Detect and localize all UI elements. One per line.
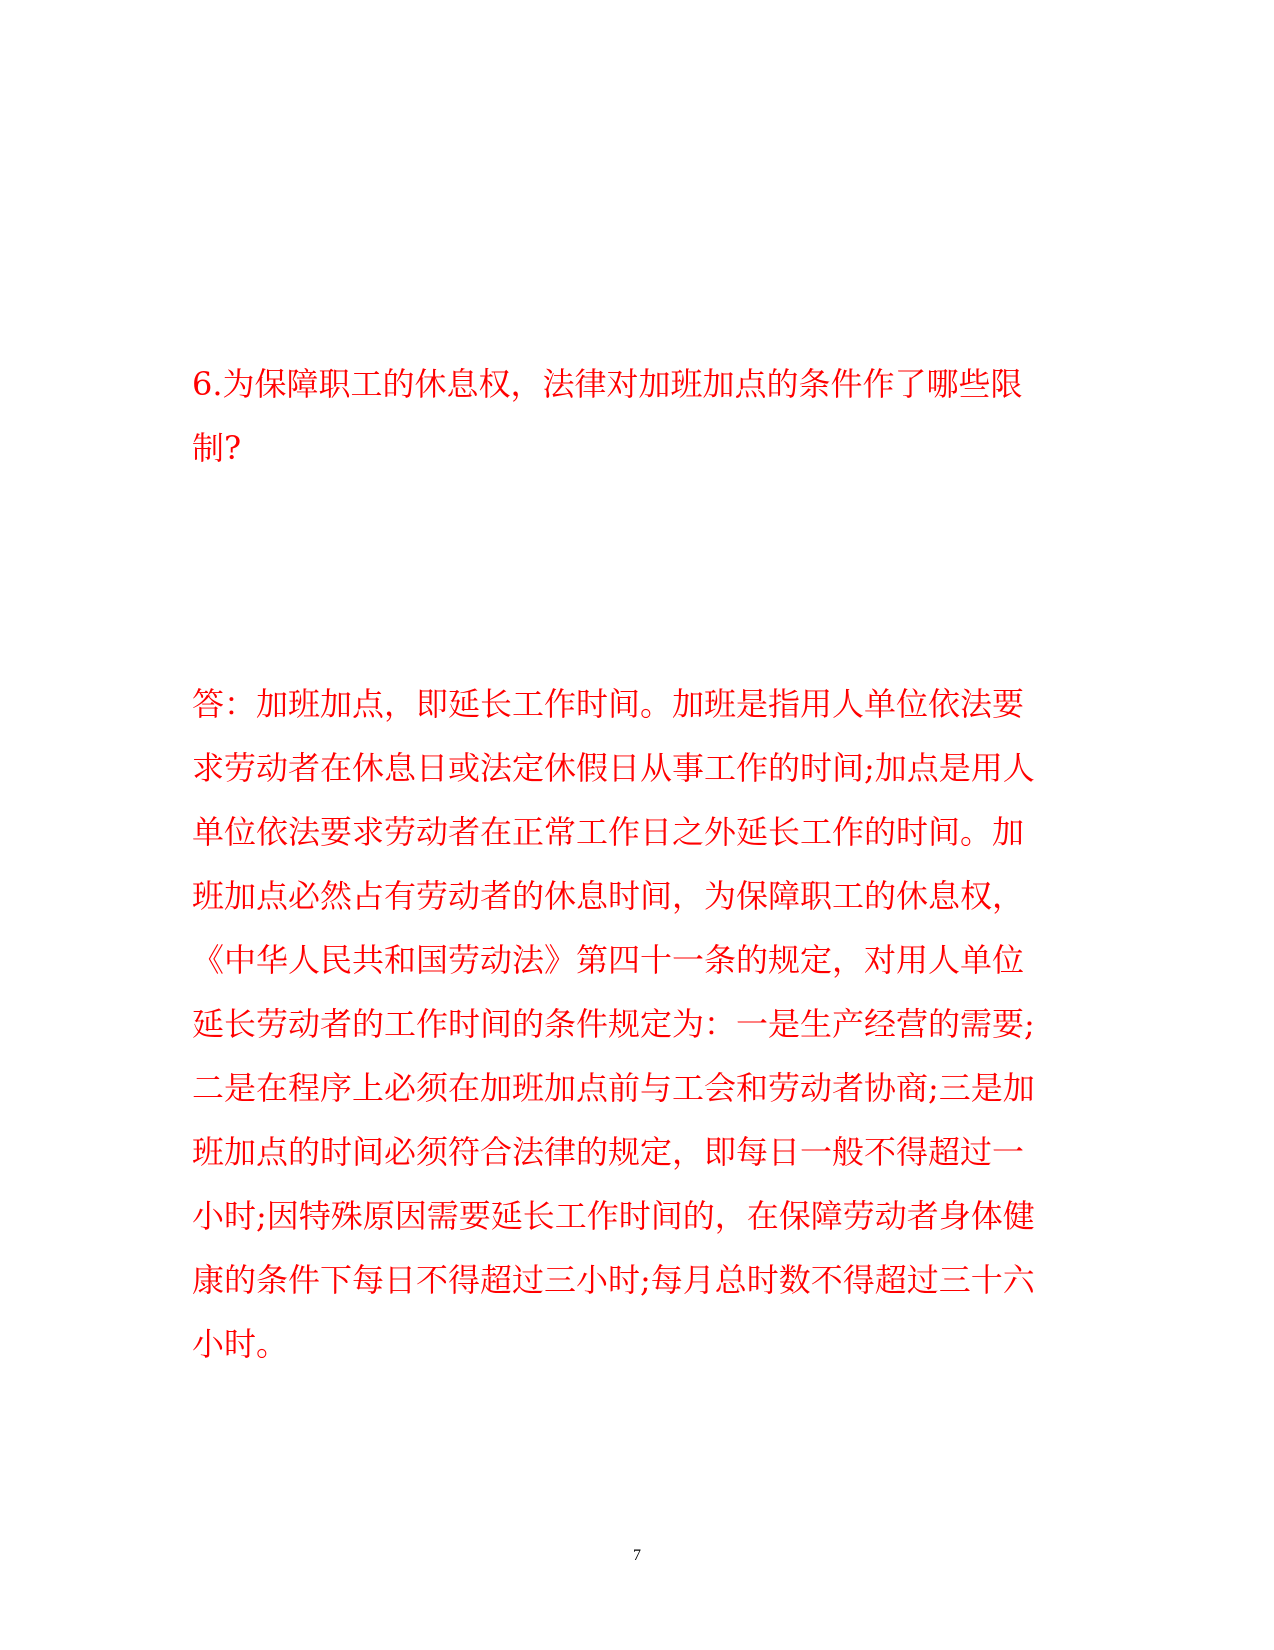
question-text: 6.为保障职工的休息权，法律对加班加点的条件作了哪些限制? — [192, 365, 1023, 467]
page-number: 7 — [633, 1547, 641, 1564]
answer-text: 答：加班加点，即延长工作时间。加班是指用人单位依法要求劳动者在休息日或法定休假日从事工作的时间;加点是用人单位依法要求劳动者在正常工作日之外延长工作的时间。加班加点必然占有劳动者的休息时间，为保障职工的休息权，《中华人民共和国劳动法》第四十一条的规定，对用人单位延长劳动者的工作时间的条件规定为：一是生产经营的需要;二是在程序上必须在加班加点前与工会和劳动者协商;三是加班加点的时间必须符合法律的规定，即每日一般不得超过一小时;因特殊原因需要延长工作时间的，在保障劳动者身体健康的条件下每日不得超过三小时;每月总时数不得超过三十六小时。 — [192, 685, 1035, 1363]
